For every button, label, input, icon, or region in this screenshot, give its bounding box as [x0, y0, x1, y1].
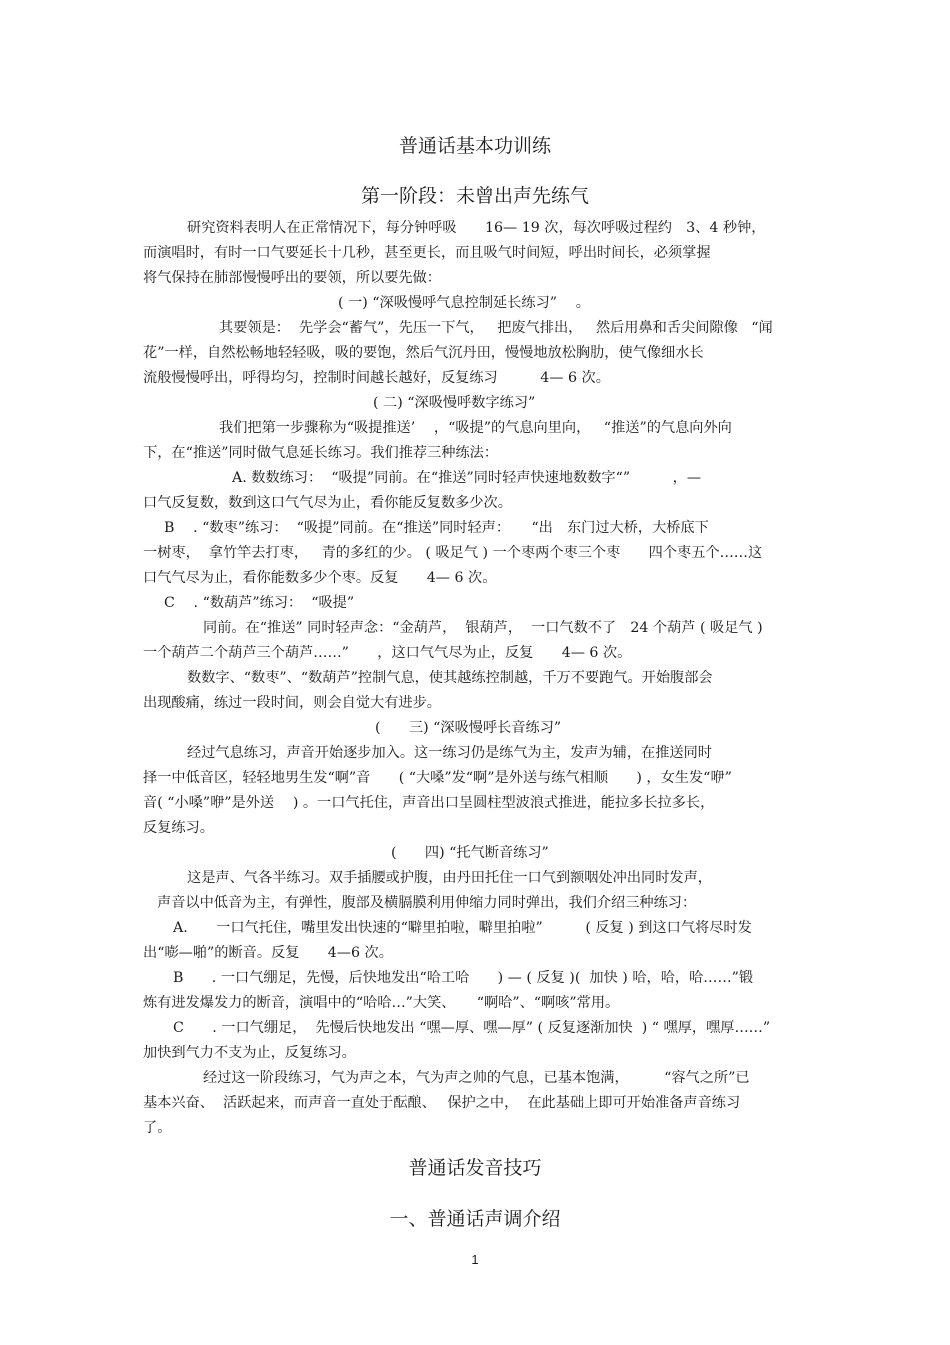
- text-line: 加快到气力不支为止，反复练习。: [143, 1045, 356, 1061]
- text-line: 花”一样，自然松畅地轻轻吸，吸的要饱，然后气沉丹田，慢慢地放松胸肋，使气像细水长: [143, 345, 704, 361]
- text-line: 研究资料表明人在正常情况下，每分钟呼吸 16— 19 次，每次呼吸过程约 3、4 秒钟，: [187, 220, 766, 236]
- text-line: 我们把第一步骤称为“吸提推送’ ，“吸提”的气息向里向， “推送”的气息向外向: [219, 420, 732, 436]
- text-line: C . “数葫芦”练习： “吸提”: [164, 595, 355, 611]
- text-line: B . 一口气绷足，先慢，后快地发出“哈工哈 ) — ( 反复 )( 加快 ) 哈，哈，哈……”锻: [173, 970, 754, 986]
- subheading: ( 二) “深吸慢呼数字练习”: [373, 395, 536, 411]
- stage-heading: 第一阶段：未曾出声先练气: [360, 185, 589, 207]
- section-title: 普通话发音技巧: [408, 1157, 542, 1179]
- text-line: 其要领是： 先学会“蓄气”，先压一下气， 把废气排出， 然后用鼻和舌尖间隙像 “闻: [219, 320, 773, 336]
- document-title: 普通话基本功训练: [398, 135, 551, 157]
- text-line: 炼有进发爆发力的断音，演唱中的“哈哈…”大笑、 “啊哈”、“啊咳”常用。: [143, 995, 620, 1011]
- text-line: 经过气息练习，声音开始逐步加入。这一练习仍是练气为主，发声为辅，在推送同时: [187, 745, 712, 761]
- text-line: A. 数数练习： “吸提”同前。在“推送”同时轻声快速地数数字“” ，—: [232, 470, 702, 486]
- text-line: 将气保持在肺部慢慢呼出的要领，所以要先做：: [143, 270, 441, 286]
- text-line: 声音以中低音为主，有弹性，腹部及横膈膜利用伸缩力同时弹出，我们介绍三种练习：: [157, 895, 697, 911]
- text-line: 音( “小嗓”咿”是外送 ) 。一口气托住，声音出口呈圆柱型波浪式推进，能拉多长拉多长，: [143, 795, 715, 811]
- text-line: A. 一口气托住，嘴里发出快速的“噼里拍啦，噼里拍啦” ( 反复 ) 到这口气将尽时发: [173, 920, 752, 936]
- text-line: C . 一口气绷足， 先慢后快地发出 “嘿—厚、嘿—厚” ( 反复逐渐加快 ) “ 嘿厚，嘿厚……”: [173, 1020, 771, 1036]
- text-line: 反复练习。: [143, 820, 214, 836]
- text-line: 基本兴奋、 活跃起来，而声音一直处于酝酿、 保护之中， 在此基础上即可开始准备声音练习: [143, 1095, 741, 1111]
- subheading: ( 一) “深吸慢呼气息控制延长练习” 。: [338, 295, 590, 311]
- text-line: 出“嘭—啪”的断音。反复 4—6 次。: [143, 945, 393, 961]
- text-line: 同前。在“推送” 同时轻声念：“金葫芦， 银葫芦， 一口气数不了 24 个葫芦 ( 吸足气 ): [203, 620, 763, 636]
- text-line: 口气反复数，数到这口气气尽为止，看你能反复数多少次。: [143, 495, 512, 511]
- text-line: 一个葫芦二个葫芦三个葫芦……” ，这口气气尽为止，反复 4— 6 次。: [143, 645, 632, 661]
- text-line: 口气气尽为止，看你能数多少个枣。反复 4— 6 次。: [143, 570, 497, 586]
- text-line: 数数字、“数枣”、“数葫芦”控制气息，使其越练控制越，千万不要跑气。开始腹部会: [187, 670, 713, 686]
- section-subtitle: 一、普通话声调介绍: [389, 1208, 561, 1230]
- text-line: 流般慢慢呼出，呼得均匀，控制时间越长越好，反复练习 4— 6 次。: [143, 370, 610, 386]
- text-line: 了。: [143, 1120, 172, 1136]
- text-line: 择一中低音区，轻轻地男生发“啊”音 ( “大嗓”发“啊”是外送与练气相顺 ) ，女生发“咿”: [143, 770, 732, 786]
- text-line: B . “数枣”练习： “吸提”同前。在“推送”同时轻声： “出 东门过大桥，大桥底下: [164, 520, 709, 536]
- subheading: ( 三) “深吸慢呼长音练习”: [375, 720, 562, 736]
- text-line: 下，在“推送”同时做气息延长练习。我们推荐三种练法：: [143, 445, 499, 461]
- subheading: ( 四) “托气断音练习”: [391, 845, 549, 861]
- text-line: 经过这一阶段练习，气为声之本，气为声之帅的气息，已基本饱满， “容气之所”已: [203, 1070, 750, 1086]
- page-number: 1: [471, 1252, 479, 1267]
- text-line: 出现酸痛，练过一段时间，则会自觉大有进步。: [143, 695, 441, 711]
- text-line: 这是声、气各半练习。双手插腰或护腹，由丹田托住一口气到额咽处冲出同时发声，: [187, 870, 712, 886]
- text-line: 而演唱时，有时一口气要延长十几秒，甚至更长，而且吸气时间短，呼出时间长，必须掌握: [143, 245, 711, 261]
- text-line: 一树枣， 拿竹竿去打枣， 青的多红的少。 ( 吸足气 ) 一个枣两个枣三个枣 四个枣五个……这: [143, 545, 763, 561]
